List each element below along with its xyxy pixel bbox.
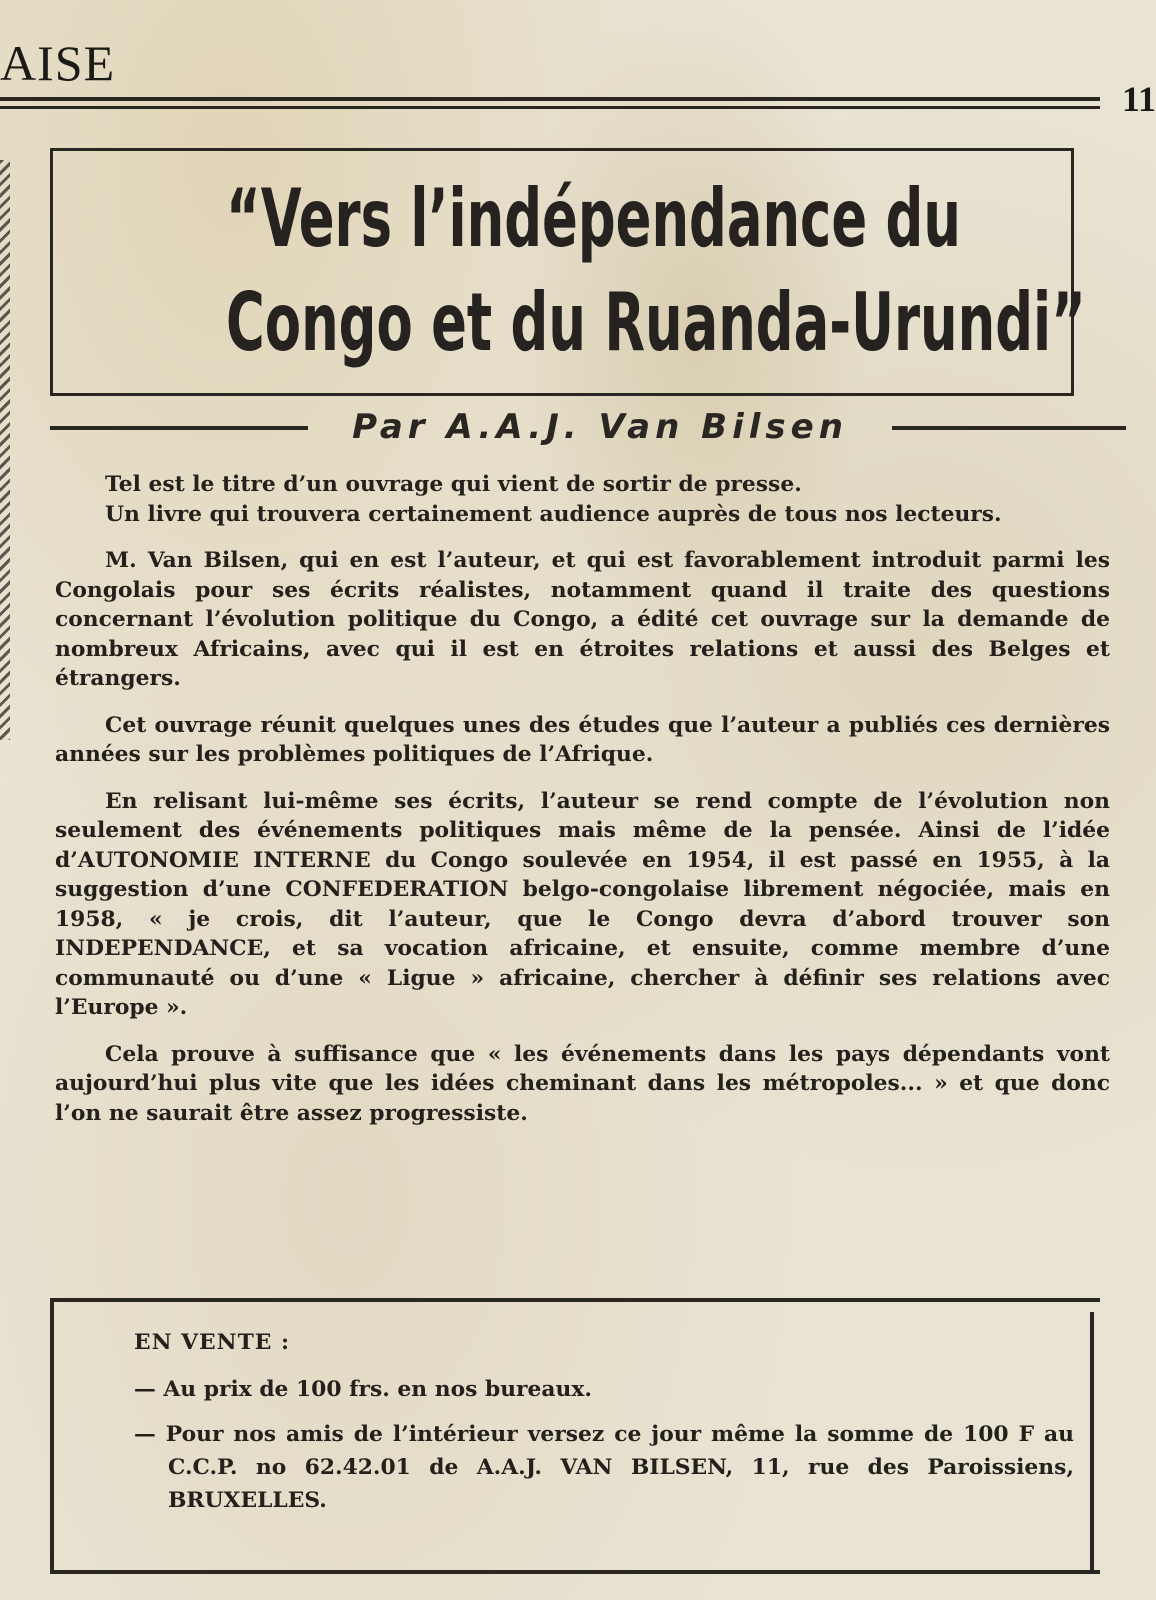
emphasis-confederation: CONFEDERATION [285, 877, 509, 902]
masthead-fragment: AISE [0, 35, 116, 91]
evolution-text-3: belgo-congolaise librement négociée, mais en 1958, « je crois, dit l’auteur, que le Congo devra d’abord trouver son [55, 877, 1110, 932]
sale-box-right-border [1090, 1312, 1094, 1572]
byline: Par A.A.J. Van Bilsen [352, 407, 848, 447]
paragraph-studies: Cet ouvrage réunit quelques unes des études que l’auteur a publiés ces dernières années sur les problèmes politiques de l’Afrique. [55, 712, 1110, 767]
emphasis-independance: INDEPENDANCE [55, 936, 264, 961]
article-body [55, 470, 1110, 1128]
byline-rule-right [892, 426, 1126, 430]
sale-box [50, 1298, 1100, 1574]
headline-frame [50, 148, 1086, 396]
evolution-text-1: En relisant lui-même ses écrits, l’auteur se rend compte de l’évolution non seulement des événements politiques mais même de la pensée. Ainsi de l’idée d’ [55, 788, 1110, 873]
paragraph-evolution [55, 787, 1110, 1023]
headline-line-2: Congo et du Ruanda-Urundi” [226, 276, 1086, 369]
masthead-rule-thick [0, 97, 1100, 101]
paragraph-author: M. Van Bilsen, qui en est l’auteur, et qui est favorablement introduit parmi les Congolais pour ses écrits réalistes, notamment quand il traite des questions concernant l’évolution politique du Congo, a édité cet ouvrage sur la demande de nombreux Africains, avec qui il est en étroites relations et aussi des Belges et étrangers. [55, 548, 1110, 691]
sale-title: EN VENTE : [134, 1330, 291, 1355]
page-number: 11 [1121, 79, 1156, 119]
byline-row [50, 404, 1126, 460]
sale-content [134, 1326, 1074, 1529]
headline-line-1: “Vers l’indépendance du [226, 172, 961, 265]
sale-item-price: — Au prix de 100 frs. en nos bureaux. [134, 1377, 592, 1402]
paragraph-conclusion: Cela prouve à suffisance que « les événements dans les pays dépendants vont aujourd’hui plus vite que les idées cheminant dans les métropoles... » et que donc l’on ne saurait être assez progressiste. [55, 1041, 1110, 1126]
paragraph-audience: Un livre qui trouvera certainement audience auprès de tous nos lecteurs. [105, 501, 1002, 527]
sale-item-order: — Pour nos amis de l’intérieur versez ce jour même la somme de 100 F au C.C.P. no 62.42.01 de A.A.J. VAN BILSEN, 11, rue des Paroissiens, BRUXELLES. [134, 1422, 1074, 1513]
evolution-text-2: du Congo soulevée en 1954, il est passé en 1955, à la suggestion d’une [55, 847, 1110, 902]
emphasis-autonomie: AUTONOMIE INTERNE [77, 847, 371, 873]
masthead-rule-thin [0, 106, 1100, 109]
adjacent-column-edge [0, 160, 10, 740]
evolution-text-4: , et sa vocation africaine, et ensuite, comme membre d’une communauté ou d’une « Ligue » africaine, chercher à définir ses relations avec l’Europe ». [55, 936, 1110, 1020]
byline-rule-left [50, 426, 308, 430]
paragraph-intro: Tel est le titre d’un ouvrage qui vient de sortir de presse. [105, 472, 802, 497]
